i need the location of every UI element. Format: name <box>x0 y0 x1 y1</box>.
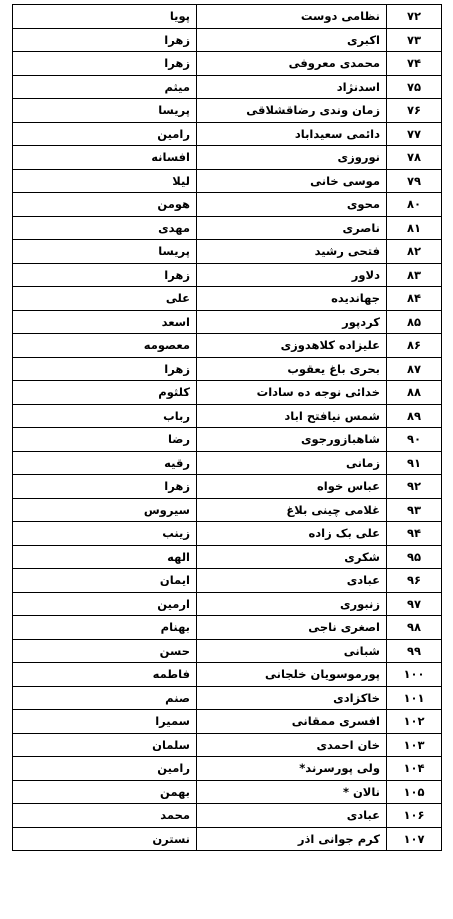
row-number-cell: ۹۹ <box>387 639 442 663</box>
row-number-cell: ۱۰۰ <box>387 663 442 687</box>
table-row <box>13 287 442 311</box>
table-row <box>13 75 442 99</box>
first-name-cell: پریسا <box>13 240 197 264</box>
first-name-cell: رامین <box>13 757 197 781</box>
table-row <box>13 780 442 804</box>
first-name-cell: ایمان <box>13 569 197 593</box>
first-name-cell: معصومه <box>13 334 197 358</box>
last-name-cell: جهاندیده <box>197 287 387 311</box>
table-row <box>13 522 442 546</box>
table-row <box>13 428 442 452</box>
last-name-cell: اسدنژاد <box>197 75 387 99</box>
table-row <box>13 733 442 757</box>
row-number-cell: ۱۰۵ <box>387 780 442 804</box>
table-row <box>13 52 442 76</box>
first-name-cell: لیلا <box>13 169 197 193</box>
last-name-cell: موسی خانی <box>197 169 387 193</box>
row-number-cell: ۷۸ <box>387 146 442 170</box>
row-number-cell: ۸۸ <box>387 381 442 405</box>
table-row <box>13 169 442 193</box>
row-number-cell: ۹۰ <box>387 428 442 452</box>
first-name-cell: رضا <box>13 428 197 452</box>
last-name-cell: محوی <box>197 193 387 217</box>
first-name-cell: سلمان <box>13 733 197 757</box>
last-name-cell: اکبری <box>197 28 387 52</box>
last-name-cell: خاکزادی <box>197 686 387 710</box>
last-name-cell: علیزاده کلاهدوزی <box>197 334 387 358</box>
first-name-cell: زهرا <box>13 357 197 381</box>
table-row <box>13 451 442 475</box>
table-row <box>13 5 442 29</box>
table-row <box>13 804 442 828</box>
table-row <box>13 545 442 569</box>
first-name-cell: میثم <box>13 75 197 99</box>
row-number-cell: ۸۰ <box>387 193 442 217</box>
first-name-cell: زینب <box>13 522 197 546</box>
table-row <box>13 475 442 499</box>
row-number-cell: ۸۳ <box>387 263 442 287</box>
row-number-cell: ۱۰۷ <box>387 827 442 851</box>
first-name-cell: زهرا <box>13 475 197 499</box>
last-name-cell: زمان وندی رضاقشلاقی <box>197 99 387 123</box>
first-name-cell: زهرا <box>13 52 197 76</box>
first-name-cell: محمد <box>13 804 197 828</box>
first-name-cell: رامین <box>13 122 197 146</box>
last-name-cell: فتحی رشید <box>197 240 387 264</box>
row-number-cell: ۸۵ <box>387 310 442 334</box>
table-row <box>13 193 442 217</box>
last-name-cell: عبادی <box>197 804 387 828</box>
first-name-cell: حسن <box>13 639 197 663</box>
roster-sheet <box>12 4 441 851</box>
last-name-cell: زمانی <box>197 451 387 475</box>
row-number-cell: ۹۷ <box>387 592 442 616</box>
roster-table-body <box>13 5 442 851</box>
row-number-cell: ۷۳ <box>387 28 442 52</box>
roster-table <box>12 4 442 851</box>
last-name-cell: بحری باغ یعقوب <box>197 357 387 381</box>
first-name-cell: پریسا <box>13 99 197 123</box>
last-name-cell: خدائی نوجه ده سادات <box>197 381 387 405</box>
first-name-cell: هومن <box>13 193 197 217</box>
table-row <box>13 240 442 264</box>
first-name-cell: صنم <box>13 686 197 710</box>
table-row <box>13 146 442 170</box>
last-name-cell: عبادی <box>197 569 387 593</box>
last-name-cell: شاهبازورجوی <box>197 428 387 452</box>
table-row <box>13 263 442 287</box>
row-number-cell: ۸۱ <box>387 216 442 240</box>
last-name-cell: ولی پورسرند* <box>197 757 387 781</box>
last-name-cell: کرم جوانی اذر <box>197 827 387 851</box>
row-number-cell: ۷۹ <box>387 169 442 193</box>
first-name-cell: سیروس <box>13 498 197 522</box>
table-row <box>13 663 442 687</box>
row-number-cell: ۹۸ <box>387 616 442 640</box>
last-name-cell: کردپور <box>197 310 387 334</box>
row-number-cell: ۹۳ <box>387 498 442 522</box>
row-number-cell: ۸۲ <box>387 240 442 264</box>
row-number-cell: ۱۰۳ <box>387 733 442 757</box>
first-name-cell: زهرا <box>13 263 197 287</box>
table-row <box>13 357 442 381</box>
row-number-cell: ۷۲ <box>387 5 442 29</box>
table-row <box>13 592 442 616</box>
table-row <box>13 498 442 522</box>
table-row <box>13 99 442 123</box>
row-number-cell: ۷۷ <box>387 122 442 146</box>
table-row <box>13 710 442 734</box>
table-row <box>13 827 442 851</box>
row-number-cell: ۸۶ <box>387 334 442 358</box>
row-number-cell: ۹۲ <box>387 475 442 499</box>
table-row <box>13 28 442 52</box>
table-row <box>13 310 442 334</box>
row-number-cell: ۱۰۱ <box>387 686 442 710</box>
last-name-cell: نالان * <box>197 780 387 804</box>
last-name-cell: ناصری <box>197 216 387 240</box>
row-number-cell: ۷۴ <box>387 52 442 76</box>
last-name-cell: خان احمدی <box>197 733 387 757</box>
row-number-cell: ۱۰۴ <box>387 757 442 781</box>
table-row <box>13 216 442 240</box>
row-number-cell: ۹۴ <box>387 522 442 546</box>
last-name-cell: شکری <box>197 545 387 569</box>
table-row <box>13 686 442 710</box>
first-name-cell: اسعد <box>13 310 197 334</box>
first-name-cell: نسترن <box>13 827 197 851</box>
first-name-cell: رباب <box>13 404 197 428</box>
last-name-cell: شمس نیافتح اباد <box>197 404 387 428</box>
row-number-cell: ۹۶ <box>387 569 442 593</box>
first-name-cell: بهنام <box>13 616 197 640</box>
last-name-cell: غلامی چینی بلاغ <box>197 498 387 522</box>
last-name-cell: محمدی معروفی <box>197 52 387 76</box>
first-name-cell: زهرا <box>13 28 197 52</box>
row-number-cell: ۷۶ <box>387 99 442 123</box>
last-name-cell: اصغری ناجی <box>197 616 387 640</box>
first-name-cell: پویا <box>13 5 197 29</box>
first-name-cell: کلثوم <box>13 381 197 405</box>
table-row <box>13 639 442 663</box>
row-number-cell: ۸۴ <box>387 287 442 311</box>
last-name-cell: افسری ممقانی <box>197 710 387 734</box>
table-row <box>13 404 442 428</box>
row-number-cell: ۸۹ <box>387 404 442 428</box>
last-name-cell: نظامی دوست <box>197 5 387 29</box>
first-name-cell: سمیرا <box>13 710 197 734</box>
last-name-cell: زنبوری <box>197 592 387 616</box>
table-row <box>13 757 442 781</box>
first-name-cell: ارمین <box>13 592 197 616</box>
first-name-cell: علی <box>13 287 197 311</box>
row-number-cell: ۸۷ <box>387 357 442 381</box>
first-name-cell: فاطمه <box>13 663 197 687</box>
table-row <box>13 122 442 146</box>
row-number-cell: ۹۱ <box>387 451 442 475</box>
first-name-cell: بهمن <box>13 780 197 804</box>
row-number-cell: ۹۵ <box>387 545 442 569</box>
table-row <box>13 616 442 640</box>
last-name-cell: عباس خواه <box>197 475 387 499</box>
table-row <box>13 569 442 593</box>
first-name-cell: رقیه <box>13 451 197 475</box>
row-number-cell: ۱۰۲ <box>387 710 442 734</box>
last-name-cell: دلاور <box>197 263 387 287</box>
table-row <box>13 381 442 405</box>
last-name-cell: پورموسویان خلجانی <box>197 663 387 687</box>
row-number-cell: ۷۵ <box>387 75 442 99</box>
last-name-cell: علی بک زاده <box>197 522 387 546</box>
row-number-cell: ۱۰۶ <box>387 804 442 828</box>
last-name-cell: دائمی سعیداباد <box>197 122 387 146</box>
first-name-cell: مهدی <box>13 216 197 240</box>
first-name-cell: افسانه <box>13 146 197 170</box>
last-name-cell: نوروزی <box>197 146 387 170</box>
last-name-cell: شبانی <box>197 639 387 663</box>
first-name-cell: الهه <box>13 545 197 569</box>
table-row <box>13 334 442 358</box>
